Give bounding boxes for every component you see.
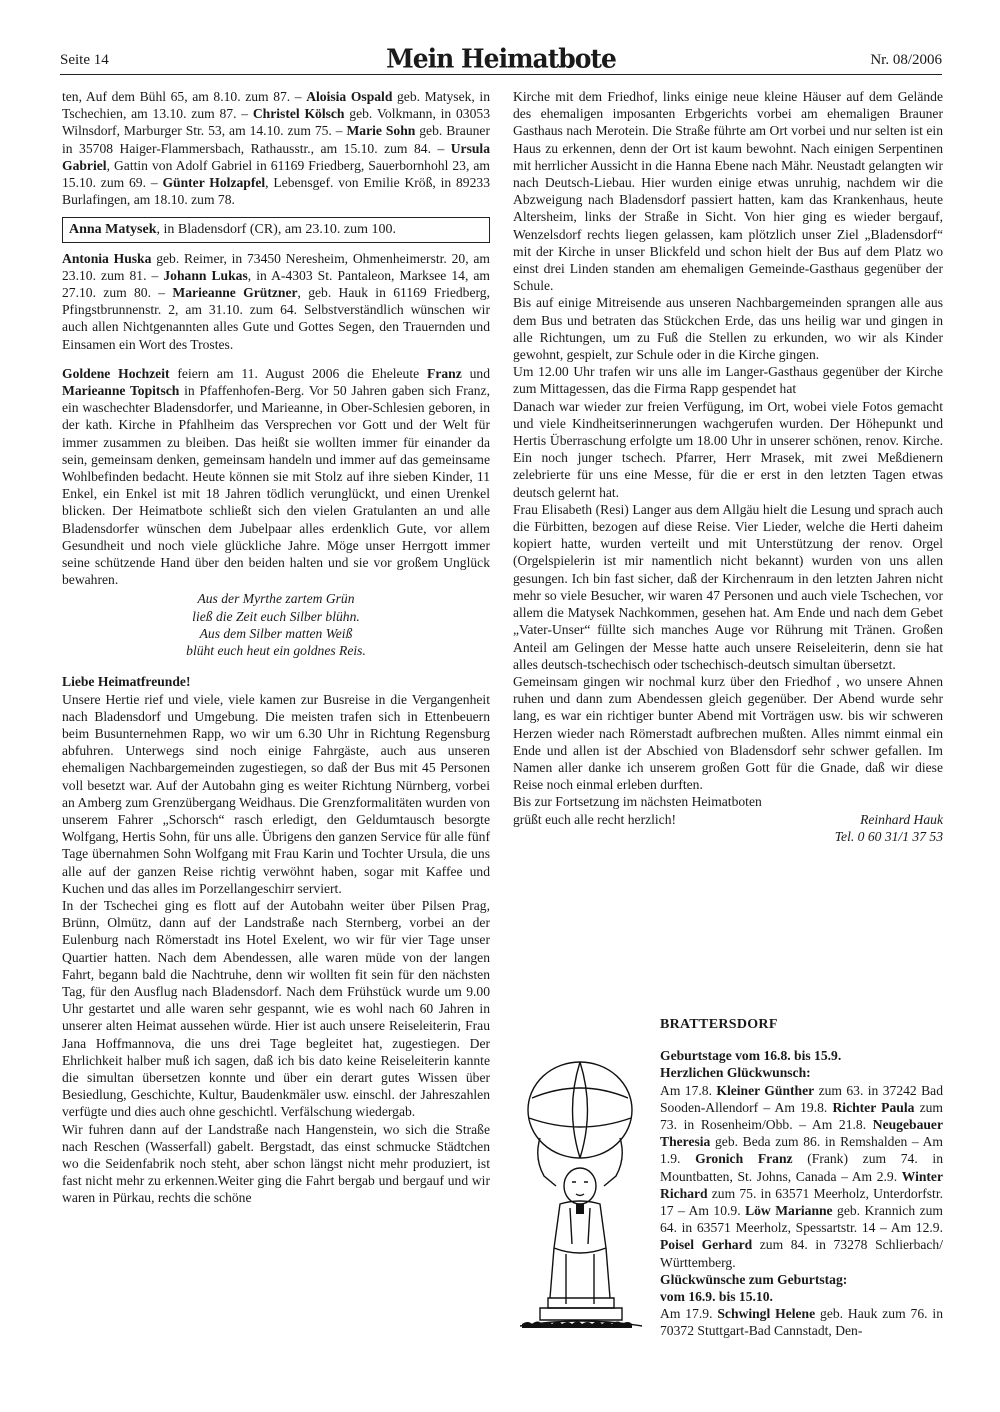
text-run: geb. Brauner in 35708 Haiger-Flammersbach, Rathausstr., am 15.10. zum 84. – bbox=[62, 123, 490, 156]
greeting-heading bbox=[62, 673, 490, 690]
subheading-text: Herzlichen Glückwunsch: bbox=[660, 1065, 811, 1081]
poem bbox=[62, 590, 490, 659]
text-run: geb. Matysek, in Tschechien, am 13.10. zum 87. – bbox=[62, 89, 490, 122]
birthday-list bbox=[660, 1305, 943, 1339]
person-name: Antonia Huska bbox=[62, 250, 152, 266]
birthday-list-part2 bbox=[62, 250, 490, 353]
text-run: , in A-4303 St. Pantaleon, Marksee 14, am 27.10. zum 80. – bbox=[62, 267, 491, 301]
birthday-list bbox=[660, 1082, 943, 1271]
text-run: Am 17.8. bbox=[660, 1082, 717, 1098]
report-paragraph: Frau Elisabeth (Resi) Langer aus dem Allgäu hielt die Lesung und sprach auch die Fürbitten, bezogen auf diese Reise. Vier Lieder, welche die Herti daheim kopiert hatte, wurden verteilt und mit Unterstützung der renov. Orgel (Orgelspielerin ist mir namentlich nicht bekannt) wurden von uns allen gesungen. Ich bin fast sicher, daß der Kirchenraum in den letzten Jahren nicht mehr so viele Besucher, wir waren 47 Personen und auch viele Tschechen, vor allem die Matysek Nachkommen, gesehen hat. Am Ende und nach dem Gebet „Vater-Unser“ füllte sich manches Auge vor Rührung mit Tränen. Großen Anteil am Gelingen der Messe hatte auch unsere Reiseleiterin, denn sie hat alles deutsch-tschechisch oder tschechisch-deutsch simultan übersetzt. bbox=[513, 501, 943, 672]
masthead-title: Mein Heimatbote bbox=[386, 43, 616, 74]
report-paragraph: Um 12.00 Uhr trafen wir uns alle im Langer-Gasthaus gegenüber der Kirche zum Mittagessen, das die Firma Rapp gespendet hat bbox=[513, 364, 943, 397]
person-name: Poisel Gerhard bbox=[660, 1237, 753, 1253]
person-name: Neugebauer Theresia bbox=[660, 1117, 943, 1150]
report-paragraph: Wir fuhren dann auf der Landstraße nach Hangenstein, wo sich die Straße nach Reschen (Wasserfall) gabelt. Bergstadt, das einst schmucke Städtchen wo die Seidenfabrik noch steht, aber schon längst nicht mehr produziert, ist fast nicht mehr zu erkennen.Weiter ging die Fahrt bergab und bergauf und wir waren in Pürkau, rechts die schöne bbox=[62, 1121, 490, 1206]
page-number: Seite 14 bbox=[60, 52, 109, 68]
highlight-box bbox=[62, 217, 490, 242]
header-rule bbox=[60, 74, 942, 75]
greeting-text: Liebe Heimatfreunde! bbox=[62, 674, 191, 690]
highlight-name: Anna Matysek bbox=[69, 222, 157, 238]
subheading-text: Glückwünsche zum Geburtstag: bbox=[660, 1271, 848, 1287]
right-column bbox=[513, 88, 943, 849]
person-name: Ursula Gabriel bbox=[62, 140, 490, 173]
person-name: Löw Marianne bbox=[745, 1203, 833, 1219]
text-run: geb. Reimer, in 73450 Neresheim, Ohmenheimerstr. 20, am 23.10. zum 81. – bbox=[62, 250, 490, 283]
signature-phone: Tel. 0 60 31/1 37 53 bbox=[834, 828, 943, 844]
signature-block bbox=[513, 811, 943, 849]
person-name: Christel Kölsch bbox=[252, 106, 345, 122]
person-name: Kleiner Günther bbox=[716, 1082, 815, 1098]
report-paragraph: Danach war wieder zur freien Verfügung, im Ort, wobei viele Fotos gemacht und viele Kindheitserinnerungen wachgerufen wurden. Der Höhepunkt und Hertis Überraschung erfolgte um 18.00 Uhr in unserer schönen, renov. Kirche. Ein noch junger tschech. Pfarrer, Herr Mrasek, mit zwei Meßdienern zelebrierte für uns eine Messe, für die er erst in den letzten Tagen etwas deutsch gelernt hat. bbox=[513, 398, 943, 500]
person-name: Marieanne Topitsch bbox=[62, 383, 180, 399]
poem-line: ließ die Zeit euch Silber blühn. bbox=[192, 608, 360, 624]
text-run: feiern am 11. August 2006 die Eheleute bbox=[169, 365, 428, 381]
person-name: Gronich Franz bbox=[695, 1151, 793, 1167]
person-name: Marieanne Grützner bbox=[172, 285, 298, 301]
report-paragraph: Bis auf einige Mitreisende aus unseren Nachbargemeinden sprangen alle aus dem Bus und betraten das Stückchen Erde, das uns heilig war und gingen in alle Richtungen, um zu Fuß die Stellen zu erkunden, wo wir als Kinder gewohnt, gespielt, zur Schule oder in die Kirche gingen. bbox=[513, 295, 943, 363]
subheading bbox=[660, 1064, 943, 1081]
report-paragraph: Gemeinsam gingen wir nochmal kurz über den Friedhof , wo unsere Ahnen ruhen und dann zum Abendessen gleich gegenüber. Der Abend wurde sehr lang, es war ein richtiger bunter Abend mit Vorträgen usw. bis wir schweren Herzen wieder nach Römerstadt aufbrechen mußten. Alles nimmt einmal ein Ende und allen ist der Abschied von Bladensdorf sehr schwer gefallen. Im Namen aller danke ich unserem großen Gott für die Gnade, daß wir diese Reise noch einmal erleben durften. bbox=[513, 673, 943, 793]
subheading bbox=[660, 1047, 943, 1064]
person-name: Aloisia Ospald bbox=[306, 89, 393, 104]
closing-line: Bis zur Fortsetzung im nächsten Heimatboten bbox=[513, 794, 762, 810]
person-name: Goldene Hochzeit bbox=[62, 365, 170, 381]
text-run: , geb. Hauk in 61169 Friedberg, Pfingstbrunnenstr. 2, am 31.10. zum 64. Selbstverständlich wünschen wir auch allen Nichtgenannten alles Gute und Gottes Segen, den Trauernden und Einsamen ein Wort des Trostes. bbox=[62, 285, 490, 352]
subheading-text: vom 16.9. bis 15.10. bbox=[660, 1289, 773, 1305]
birthday-list-part1 bbox=[62, 88, 490, 208]
person-name: Günter Holzapfel bbox=[162, 175, 266, 191]
poem-line: Aus der Myrthe zartem Grün bbox=[197, 591, 355, 607]
person-name: Johann Lukas bbox=[163, 267, 248, 283]
section-heading: BRATTERSDORF bbox=[660, 1017, 778, 1032]
text-run: und bbox=[461, 365, 490, 381]
report-paragraph: Unsere Hertie rief und viele, viele kamen zur Busreise in die Vergangenheit nach Bladensdorf und Umgebung. Die meisten trafen sich in Ettenbeuern beim Busunternehmen Rapp, wo wir um 6.30 Uhr in Richtung Regensburg abfuhren. Unterwegs sind noch einige Fahrgäste, auch aus unseren ehemaligen Nachbargemeinden zugestiegen, so daß der Bus mit 45 Personen voll besetzt war. Auf der Autobahn ging es weiter Richtung Nürnberg, vorbei an Amberg zum Grenzübergang Weidhaus. Die Grenzformalitäten wurden von unserem Fahrer „Schorsch“ rasch erledigt, den Geldumtausch besorgte Wolfgang, Hertis Sohn, für uns alle. Übrigens den ganzen Service für alle fünf Tage übernahmen Sohn Wolfgang mit Frau Karin und Tochter Ursula, die uns alle auf der ganzen Reise richtig verwöhnt haben, sogar mit Kaffee und Kuchen und das alles im Porzellangeschirr serviert. bbox=[62, 691, 490, 896]
golden-wedding-paragraph bbox=[62, 365, 490, 589]
person-name: Schwingl Helene bbox=[717, 1306, 816, 1322]
text-run: (Frank) zum 74. in Mountbatten, St. Johns, Canada – Am 2.9. bbox=[660, 1151, 943, 1184]
signature bbox=[835, 811, 943, 845]
poem-line: blüht euch heut ein goldnes Reis. bbox=[186, 643, 366, 659]
subheading bbox=[660, 1271, 943, 1288]
subheading-text: Geburtstage vom 16.8. bis 15.9. bbox=[660, 1048, 842, 1064]
text-run: , Gattin von Adolf Gabriel in 61169 Friedberg, Sauerbornhohl 23, am 15.10. zum 69. – bbox=[62, 157, 490, 191]
text-run: ten, Auf dem Bühl 65, am 8.10. zum 87. – bbox=[62, 89, 307, 104]
signature-name: Reinhard Hauk bbox=[860, 811, 943, 827]
person-name: Marie Sohn bbox=[346, 123, 416, 139]
text-run: zum 75. in 63571 Meerholz, Unterdorfstr. 17 – Am 10.9. bbox=[660, 1185, 943, 1219]
left-column bbox=[62, 88, 490, 1207]
text-run: geb. Hauk zum 76. in 70372 Stuttgart-Bad Cannstadt, Den- bbox=[660, 1306, 944, 1339]
text-run: Am 17.9. bbox=[660, 1306, 718, 1322]
issue-number: Nr. 08/2006 bbox=[870, 52, 942, 68]
text-run: in Pfaffenhofen-Berg. Vor 50 Jahren gaben sich Franz, ein waschechter Bladensdorfer, und Marieanne, in Ober-Schlesien geboren, in der kath. Kirche in Pfahlheim das Versprechen vor Gott und der Welt für immer zusammen zu bleiben. Das heißt sie wollten immer für einander da sein, gemeinsam denken, gemeinsam handeln und immer auf das gemeinsame Wohlbefinden bedacht. Heute können sie mit Stolz auf ihre sieben Kinder, 11 Enkel, ein Enkel ist mit 18 Jahren tödlich verunglückt, und einen Urenkel blicken. Der Heimatbote schließt sich den vielen Gratulanten an und alle Bladensdorfer wünschen dem Jubelpaar alles erdenklich Gute, vor allem Gesundheit und noch viele glückliche Jahre. Möge unser Herrgott immer seine schützende Hand über den beiden halten und sie vor großem Unglück bewahren. bbox=[62, 383, 490, 588]
report-paragraph: In der Tschechei ging es flott auf der Autobahn weiter über Pilsen Prag, Brünn, Olmütz, dann auf der Landstraße nach Sternberg, vorbei an der Eulenburg nach Römerstadt ins Hotel Exelent, wo wir für vier Tage unser Quartier hatten. Nach dem Abendessen, alle waren müde von der langen Fahrt, begann bald die Nachtruhe, denn wir wollten fit sein für den nächsten Tag, für den Ausflug nach Bladensdorf. Nach dem Frühstück wurde um 9.00 Uhr gestartet und alle waren sehr gespannt, wie es wohl nach 60 Jahren in unserer alten Heimat aussehen würde. Hier ist auch unsere Reiseleiterin, Frau Jana Hoffmannova, die uns drei Tage begleitet hat, zugestiegen. Der Ehrlichkeit halber muß ich sagen, daß ich bis dato keine Reiseleiterin kannte die simultan übersetzen konnte und über ein derart gutes Wissen über Besiedlung, Geschichte, Kultur, Baudenkmäler usw. einschl. der Jahreszahlen verfügte und dies auch ohne geschichtl. Verfälschung wiedergab. bbox=[62, 897, 490, 1120]
atlas-statue-illustration bbox=[510, 1058, 650, 1348]
person-name: Winter Richard bbox=[660, 1168, 943, 1201]
text-run: geb. Beda zum 86. in Remshalden – Am 1.9. bbox=[660, 1134, 943, 1167]
poem-line: Aus dem Silber matten Weiß bbox=[199, 625, 353, 641]
text-run: geb. Volkmann, in 03053 Wilnsdorf, Marburger Str. 53, am 14.10. zum 75. – bbox=[62, 106, 490, 139]
closing-greeting: grüßt euch alle recht herzlich! bbox=[513, 811, 677, 827]
text-run: , Lebensgef. von Emilie Kröß, in 89233 Burlafingen, am 18.10. zum 78. bbox=[62, 175, 490, 208]
text-run: zum 63. in 37242 Bad Sooden-Allendorf – Am 19.8. bbox=[660, 1082, 943, 1115]
subheading bbox=[660, 1288, 943, 1305]
highlight-text: , in Bladensdorf (CR), am 23.10. zum 100. bbox=[156, 222, 397, 238]
brattersdorf-section bbox=[660, 1016, 943, 1340]
person-name: Franz bbox=[427, 365, 462, 381]
text-run: zum 73. in Rosenheim/Obb. – Am 21.8. bbox=[660, 1099, 943, 1133]
text-run: geb. Krannich zum 64. in 63571 Meerholz, Spessartstr. 14 – Am 12.9. bbox=[660, 1203, 943, 1236]
person-name: Richter Paula bbox=[832, 1099, 915, 1115]
page-header bbox=[60, 44, 942, 74]
text-run: zum 84. in 73278 Schlierbach/ Württemberg. bbox=[660, 1237, 944, 1270]
report-paragraph: Kirche mit dem Friedhof, links einige neue kleine Häuser auf dem Gelände des ehemaligen imposanten Erbgerichts vorbei am ehemaligen Brauner Gasthaus nach Merotein. Die Straße führte am Ort vorbei und nur selten ist ein Haus zu erkennen, denn der Ort ist kaum bewohnt. Nach einigen Serpentinen mit herrlicher Aussicht in die Hanna Ebene nach Mähr. Neustadt gelangten wir nach Deutsch-Liebau. Hier wurden einige etwas unruhig, nachdem wir die Abzweigung nach Bladensdorf passiert hatten, kam das Krankenhaus, heute Altersheim, links der Straße in Sicht. Von hier ging es wieder bergauf, Wenzelsdorf rechts liegen gelassen, kam plötzlich unser Ziel „Bladensdorf“ mit der Kirche in unser Blickfeld und schon hielt der Bus auf dem Platz wo einst drei Linden standen am ehemaligen Gemeinde-Gasthaus gegenüber der Schule. bbox=[513, 89, 943, 294]
